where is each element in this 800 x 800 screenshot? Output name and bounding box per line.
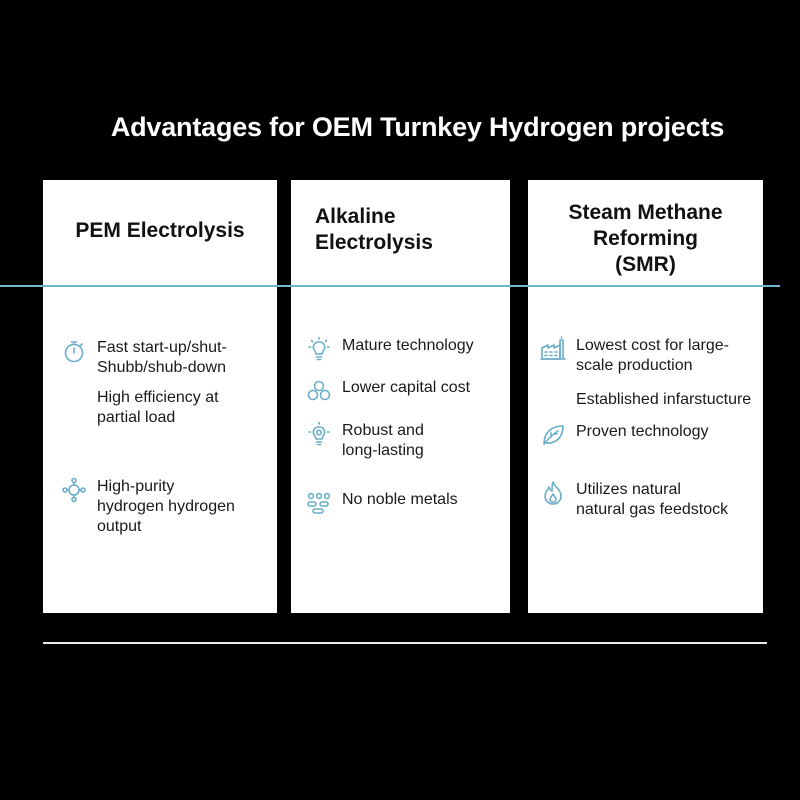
card-heading-line: (SMR) xyxy=(615,253,676,276)
lightbulb-gear-icon xyxy=(306,421,332,447)
item-text: Fast start-up/shut- xyxy=(97,339,227,356)
card-heading-line: Reforming xyxy=(593,227,698,250)
list-item xyxy=(306,336,474,362)
card-heading-line: Electrolysis xyxy=(315,231,433,254)
list-item xyxy=(306,490,458,516)
list-item xyxy=(306,378,470,404)
card-heading: PEM Electrolysis xyxy=(75,219,245,242)
flame-icon xyxy=(540,480,566,506)
card-heading-line: Steam Methane xyxy=(568,201,723,224)
item-text: natural gas feedstock xyxy=(576,501,729,518)
stopwatch-icon xyxy=(61,338,87,364)
item-text: hydrogen hydrogen xyxy=(97,498,235,515)
coins-icon xyxy=(306,378,332,404)
item-text: High efficiency at xyxy=(97,389,219,406)
card-heading xyxy=(528,200,763,278)
card-steam-methane-reforming xyxy=(528,180,763,613)
card-pem-electrolysis xyxy=(43,180,277,613)
item-text: Utilizes natural xyxy=(576,481,681,498)
item-text: Lower capital cost xyxy=(342,379,471,396)
list-item xyxy=(61,477,235,537)
bottom-divider xyxy=(43,642,767,644)
page-title: Advantages for OEM Turnkey Hydrogen projects xyxy=(110,112,725,142)
list-item xyxy=(540,336,729,376)
metals-icon xyxy=(306,490,332,516)
card-alkaline-electrolysis xyxy=(291,180,510,613)
molecule-icon xyxy=(61,477,87,503)
item-text: Mature technology xyxy=(342,337,474,354)
item-text: No noble metals xyxy=(342,491,458,508)
item-text: long-lasting xyxy=(342,442,424,459)
item-text: partial load xyxy=(97,409,176,426)
section-divider xyxy=(0,285,780,287)
item-text: scale production xyxy=(576,357,693,374)
factory-icon xyxy=(540,336,566,362)
list-item xyxy=(97,388,219,428)
item-text: output xyxy=(97,518,142,535)
item-text: High-purity xyxy=(97,478,175,495)
item-text: Robust and xyxy=(342,422,424,439)
list-item xyxy=(576,390,751,410)
list-item xyxy=(61,338,227,378)
list-item xyxy=(540,422,709,448)
card-heading-line: Alkaline xyxy=(315,205,396,228)
leaf-icon xyxy=(540,422,566,448)
item-text: Established infarstucture xyxy=(576,391,752,408)
list-item xyxy=(306,421,424,461)
item-text: Proven technology xyxy=(576,423,709,440)
item-text: Shubb/shub-down xyxy=(97,359,226,376)
card-heading xyxy=(315,204,433,256)
item-text: Lowest cost for large- xyxy=(576,337,729,354)
list-item xyxy=(540,480,728,520)
lightbulb-icon xyxy=(306,336,332,362)
